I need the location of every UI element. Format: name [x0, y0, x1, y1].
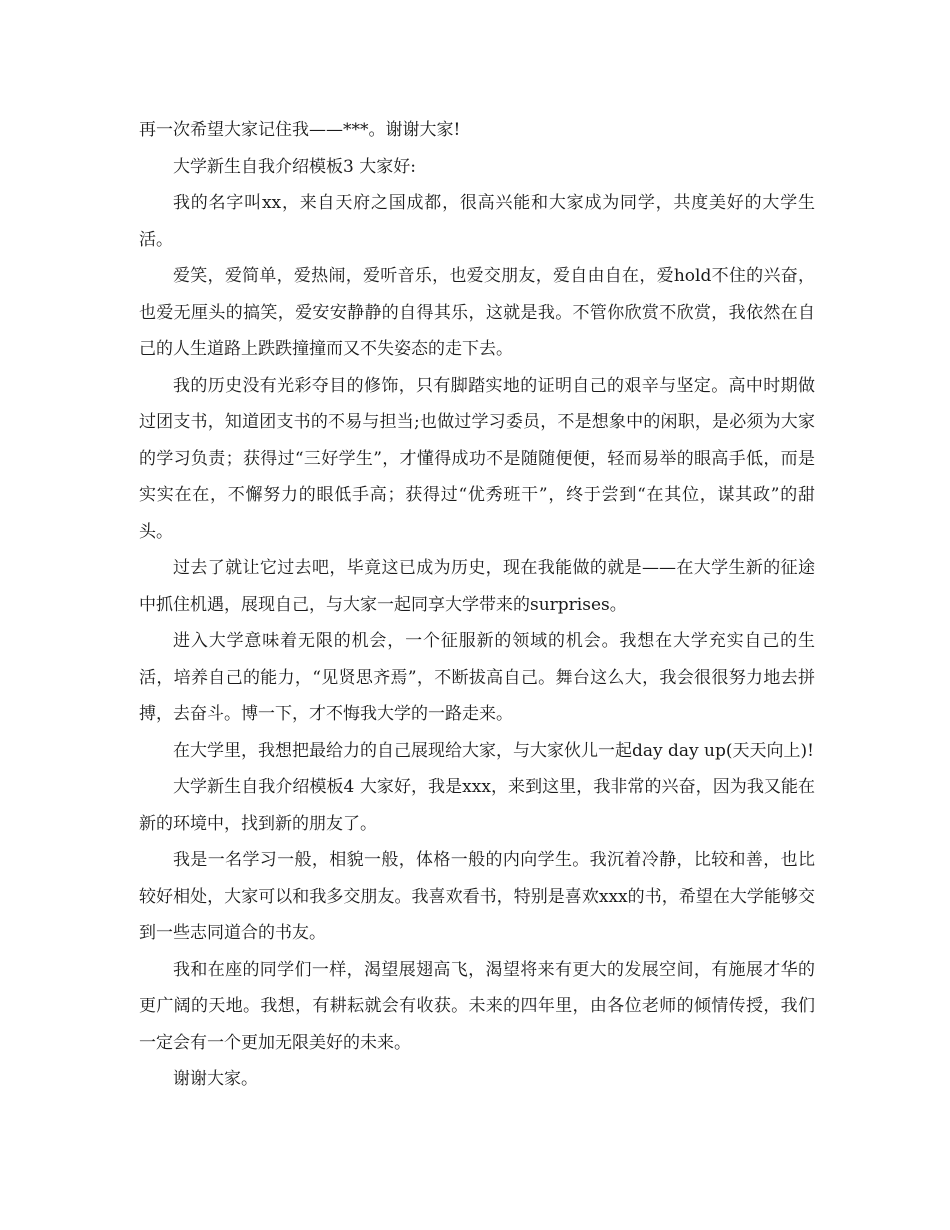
paragraph-personality: 爱笑，爱简单，爱热闹，爱听音乐，也爱交朋友，爱自由自在，爱hold不住的兴奋，也爱无厘头的搞笑，爱安安静静的自得其乐，这就是我。不管你欣赏不欣赏，我依然在自己的人生道路上跌跌撞撞而又不失姿态的走下去。	[139, 266, 815, 359]
paragraph-aspiration: 我和在座的同学们一样，渴望展翅高飞，渴望将来有更大的发展空间，有施展才华的更广阔的天地。我想，有耕耘就会有收获。未来的四年里，由各位老师的倾情传授，我们一定会有一个更加无限美好的未来。	[139, 959, 815, 1053]
paragraph-template-4-heading: 大学新生自我介绍模板4 大家好，我是xxx，来到这里，我非常的兴奋，因为我又能在新的环境中，找到新的朋友了。	[139, 777, 815, 834]
paragraph-opportunity: 进入大学意味着无限的机会，一个征服新的领域的机会。我想在大学充实自己的生活，培养自己的能力，“见贤思齐焉”，不断拔高自己。舞台这么大，我会很很努力地去拼搏，去奋斗。博一下，才不悔我大学的一路走来。	[139, 631, 815, 724]
paragraph-closing-previous: 再一次希望大家记住我——***。谢谢大家!	[139, 120, 461, 140]
paragraph-past: 过去了就让它过去吧，毕竟这已成为历史，现在我能做的就是——在大学生新的征途中抓住机遇，展现自己，与大家一起同享大学带来的surprises。	[139, 558, 815, 615]
paragraph-history: 我的历史没有光彩夺目的修饰，只有脚踏实地的证明自己的艰辛与坚定。高中时期做过团支书，知道团支书的不易与担当;也做过学习委员，不是想象中的闲职，是必须为大家的学习负责；获得过“三好学生”，才懂得成功不是随随便便，轻而易举的眼高手低，而是实实在在，不懈努力的眼低手高；获得过“优秀班干”，终于尝到“在其位，谋其政”的甜头。	[139, 375, 815, 542]
document-body	[139, 112, 815, 1098]
paragraph-student-description: 我是一名学习一般，相貌一般，体格一般的内向学生。我沉着冷静，比较和善，也比较好相处，大家可以和我多交朋友。我喜欢看书，特别是喜欢xxx的书，希望在大学能够交到一些志同道合的书友。	[139, 850, 815, 943]
paragraph-template-3-heading: 大学新生自我介绍模板3 大家好:	[173, 156, 416, 177]
paragraph-name-origin: 我的名字叫xx，来自天府之国成都，很高兴能和大家成为同学，共度美好的大学生活。	[139, 193, 815, 250]
paragraph-day-day-up: 在大学里，我想把最给力的自己展现给大家，与大家伙儿一起day day up(天天向上)!	[173, 740, 814, 761]
paragraph-thanks: 谢谢大家。	[173, 1069, 258, 1089]
